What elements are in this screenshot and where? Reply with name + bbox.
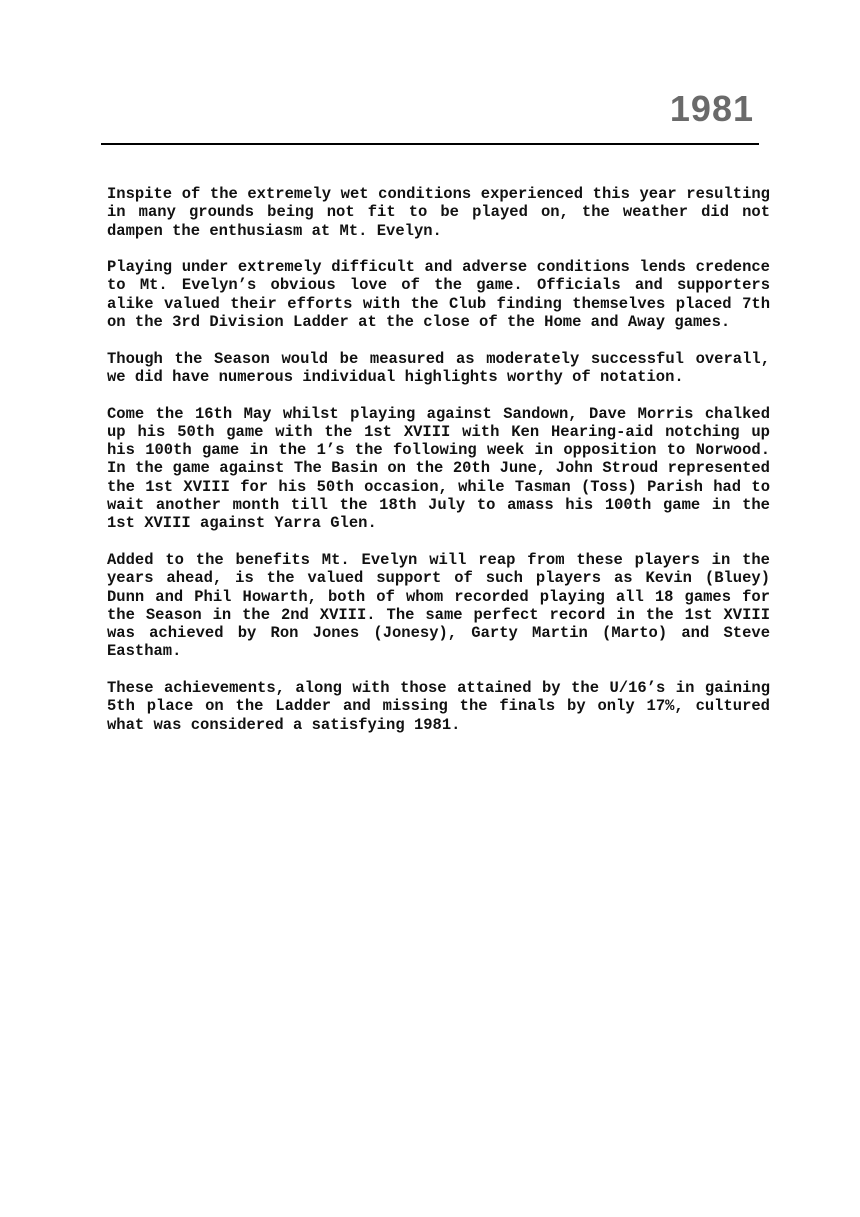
page-year-heading: 1981	[669, 88, 754, 129]
paragraph-6: These achievements, along with those attained by the U/16’s in gaining 5th place on the Ladder and missing the finals by only 17%, cultured what was considered a satisfying 1981.	[107, 679, 770, 734]
paragraph-1: Inspite of the extremely wet conditions experienced this year resulting in many grounds being not fit to be played on, the weather did not dampen the enthusiasm at Mt. Evelyn.	[107, 185, 770, 240]
header-rule	[101, 143, 759, 145]
paragraph-5: Added to the benefits Mt. Evelyn will reap from these players in the years ahead, is the valued support of such players as Kevin (Bluey) Dunn and Phil Howarth, both of whom recorded playing all 18 games for the Season in the 2nd XVIII. The same perfect record in the 1st XVIII was achieved by Ron Jones (Jonesy), Garty Martin (Marto) and Steve Eastham.	[107, 550, 770, 661]
paragraph-4: Come the 16th May whilst playing against Sandown, Dave Morris chalked up his 50th game with the 1st XVIII with Ken Hearing-aid notching up his 100th game in the 1’s the following week in opposition to Norwood. In the game against The Basin on the 20th June, John Stroud represented the 1st XVIII for his 50th occasion, while Tasman (Toss) Parish had to wait another month till the 18th July to amass his 100th game in the 1st XVIII against Yarra Glen.	[107, 404, 770, 533]
article-body	[107, 185, 770, 752]
paragraph-3: Though the Season would be measured as moderately successful overall, we did have numerous individual highlights worthy of notation.	[107, 349, 770, 386]
paragraph-2: Playing under extremely difficult and adverse conditions lends credence to Mt. Evelyn’s obvious love of the game. Officials and supporters alike valued their efforts with the Club finding themselves placed 7th on the 3rd Division Ladder at the close of the Home and Away games.	[107, 258, 770, 332]
